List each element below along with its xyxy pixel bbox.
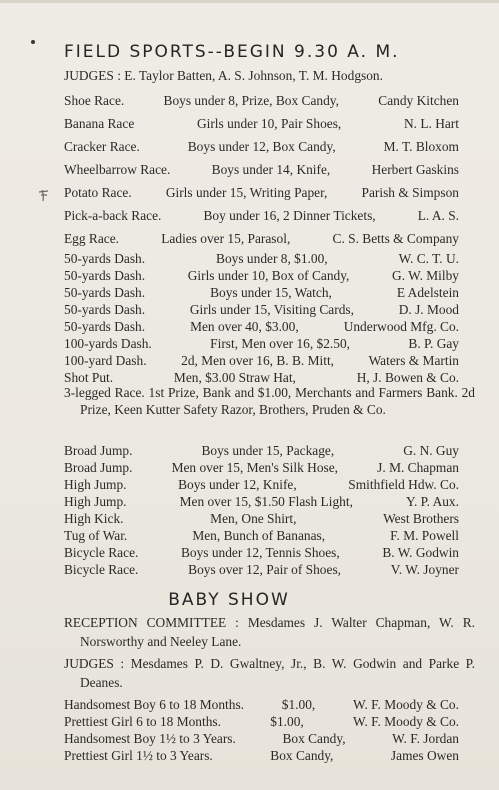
three-legged-race: 3-legged Race. 1st Prize, Bank and $1.00, Merchants and Farmers Bank. 2d Prize, Keen Kutter Safety Razor, Brothers, Pruden & Co. — [64, 385, 475, 417]
event-donor: E Adelstein — [396, 285, 459, 300]
event-donor: Waters & Martin — [368, 353, 459, 368]
pencil-mark-icon — [38, 186, 50, 202]
jump-row — [64, 477, 459, 493]
prize-category: Prettiest Girl 6 to 18 Months. — [64, 714, 221, 729]
event-prize: Men over 15, $1.50 Flash Light, — [179, 494, 353, 509]
baby-prize-row — [64, 714, 459, 730]
event-name: Pick-a-back Race. — [64, 208, 162, 223]
event-prize: Boys under 8, $1.00, — [216, 251, 328, 266]
event-row — [64, 208, 459, 224]
jump-row — [64, 511, 459, 527]
prize-donor: W. F. Jordan — [392, 731, 459, 746]
jump-row — [64, 494, 459, 510]
event-row — [64, 162, 459, 178]
event-name: 50-yards Dash. — [64, 285, 146, 300]
event-donor: West Brothers — [383, 511, 459, 526]
event-name: Tug of War. — [64, 528, 128, 543]
event-name: Broad Jump. — [64, 443, 133, 458]
event-donor: Herbert Gaskins — [371, 162, 459, 177]
event-row — [64, 185, 459, 201]
event-row — [64, 116, 459, 132]
event-prize: Girls under 15, Visiting Cards, — [189, 302, 354, 317]
event-name: Wheelbarrow Race. — [64, 162, 171, 177]
event-name: High Kick. — [64, 511, 124, 526]
event-donor: B. P. Gay — [408, 336, 459, 351]
event-name: Cracker Race. — [64, 139, 140, 154]
field-judges-text: JUDGES : E. Taylor Batten, A. S. Johnson, T. M. Hodgson. — [64, 68, 383, 83]
event-prize: Boys under 12, Knife, — [178, 477, 297, 492]
event-prize: Girls under 15, Writing Paper, — [165, 185, 328, 200]
event-donor: W. C. T. U. — [398, 251, 459, 266]
event-name: 50-yards Dash. — [64, 319, 146, 334]
event-donor: Parish & Simpson — [361, 185, 459, 200]
event-donor: Y. P. Aux. — [406, 494, 459, 509]
dash-row — [64, 336, 459, 352]
event-donor: C. S. Betts & Company — [332, 231, 459, 246]
page-fold-edge — [0, 0, 499, 3]
event-name: Banana Race — [64, 116, 135, 131]
event-name: 100-yard Dash. — [64, 353, 147, 368]
event-donor: D. J. Mood — [398, 302, 459, 317]
event-name: 50-yards Dash. — [64, 268, 146, 283]
baby-show-judges: JUDGES : Mesdames P. D. Gwaltney, Jr., B. W. Godwin and Parke P. Deanes. — [64, 656, 475, 690]
dash-row — [64, 268, 459, 284]
event-prize: Men, $3.00 Straw Hat, — [173, 370, 296, 385]
event-name: Shoe Race. — [64, 93, 125, 108]
jump-row — [64, 460, 459, 476]
event-prize: Boys over 12, Pair of Shoes, — [188, 562, 342, 577]
prize-award: Box Candy, — [270, 748, 334, 763]
prize-award: $1.00, — [281, 697, 316, 712]
prize-category: Prettiest Girl 1½ to 3 Years. — [64, 748, 213, 763]
event-donor: N. L. Hart — [403, 116, 459, 131]
event-donor: L. A. S. — [417, 208, 459, 223]
event-name: Bicycle Race. — [64, 545, 139, 560]
prize-award: Box Candy, — [282, 731, 346, 746]
event-prize: Men, One Shirt, — [210, 511, 297, 526]
prize-award: $1.00, — [270, 714, 304, 729]
ink-dot — [31, 40, 35, 44]
event-donor: B. W. Godwin — [382, 545, 459, 560]
event-name: Broad Jump. — [64, 460, 133, 475]
event-name: High Jump. — [64, 494, 127, 509]
baby-prize-row — [64, 748, 459, 764]
event-donor: V. W. Joyner — [390, 562, 459, 577]
prize-donor: James Owen — [390, 748, 459, 763]
prize-donor: W. F. Moody & Co. — [353, 714, 459, 729]
event-prize: Girls under 10, Pair Shoes, — [196, 116, 342, 131]
event-prize: Boys under 12, Box Candy, — [187, 139, 336, 154]
event-donor: G. W. Milby — [392, 268, 459, 283]
event-donor: Candy Kitchen — [378, 93, 459, 108]
event-name: 100-yards Dash. — [64, 336, 152, 351]
event-prize: 2d, Men over 16, B. B. Mitt, — [181, 353, 335, 368]
jump-row — [64, 528, 459, 544]
dash-row — [64, 285, 459, 301]
event-name: 50-yards Dash. — [64, 251, 146, 266]
jump-row — [64, 443, 459, 459]
event-name: Potato Race. — [64, 185, 132, 200]
prize-category: Handsomest Boy 1½ to 3 Years. — [64, 731, 236, 746]
event-donor: Underwood Mfg. Co. — [343, 319, 459, 334]
event-donor: M. T. Bloxom — [383, 139, 459, 154]
event-donor: G. N. Guy — [403, 443, 459, 458]
dash-row — [64, 251, 459, 267]
event-prize: Boys under 15, Package, — [201, 443, 335, 458]
event-row — [64, 139, 459, 155]
event-prize: Men over 15, Men's Silk Hose, — [171, 460, 339, 475]
event-row — [64, 231, 459, 247]
dash-row — [64, 302, 459, 318]
event-row — [64, 93, 459, 109]
event-prize: Boys under 8, Prize, Box Candy, — [163, 93, 339, 108]
event-prize: Men over 40, $3.00, — [190, 319, 299, 334]
event-name: Egg Race. — [64, 231, 120, 246]
event-prize: Men, Bunch of Bananas, — [192, 528, 326, 543]
prize-category: Handsomest Boy 6 to 18 Months. — [64, 697, 245, 712]
prize-donor: W. F. Moody & Co. — [353, 697, 459, 712]
baby-show-heading: BABY SHOW — [168, 590, 290, 610]
reception-committee: RECEPTION COMMITTEE : Mesdames J. Walter Chapman, W. R. Norsworthy and Neeley Lane. — [64, 615, 475, 649]
event-donor: H, J. Bowen & Co. — [356, 370, 459, 385]
event-donor: J. M. Chapman — [377, 460, 459, 475]
event-prize: Ladies over 15, Parasol, — [161, 231, 291, 246]
dash-row — [64, 319, 459, 335]
event-donor: F. M. Powell — [390, 528, 459, 543]
field-sports-heading: FIELD SPORTS--BEGIN 9.30 A. M. — [64, 42, 400, 62]
event-prize: Boys under 14, Knife, — [211, 162, 331, 177]
event-name: Shot Put. — [64, 370, 114, 385]
baby-prize-row — [64, 697, 459, 713]
event-donor: Smithfield Hdw. Co. — [348, 477, 459, 492]
event-name: High Jump. — [64, 477, 127, 492]
baby-prize-row — [64, 731, 459, 747]
dash-row — [64, 353, 459, 369]
event-prize: Boys under 15, Watch, — [210, 285, 332, 300]
event-name: 50-yards Dash. — [64, 302, 146, 317]
event-prize: First, Men over 16, $2.50, — [210, 336, 351, 351]
field-judges-line — [64, 68, 459, 84]
jump-row — [64, 562, 459, 578]
event-name: Bicycle Race. — [64, 562, 139, 577]
event-prize: Boys under 12, Tennis Shoes, — [180, 545, 340, 560]
jump-row — [64, 545, 459, 561]
event-prize: Girls under 10, Box of Candy, — [187, 268, 350, 283]
event-prize: Boy under 16, 2 Dinner Tickets, — [203, 208, 376, 223]
